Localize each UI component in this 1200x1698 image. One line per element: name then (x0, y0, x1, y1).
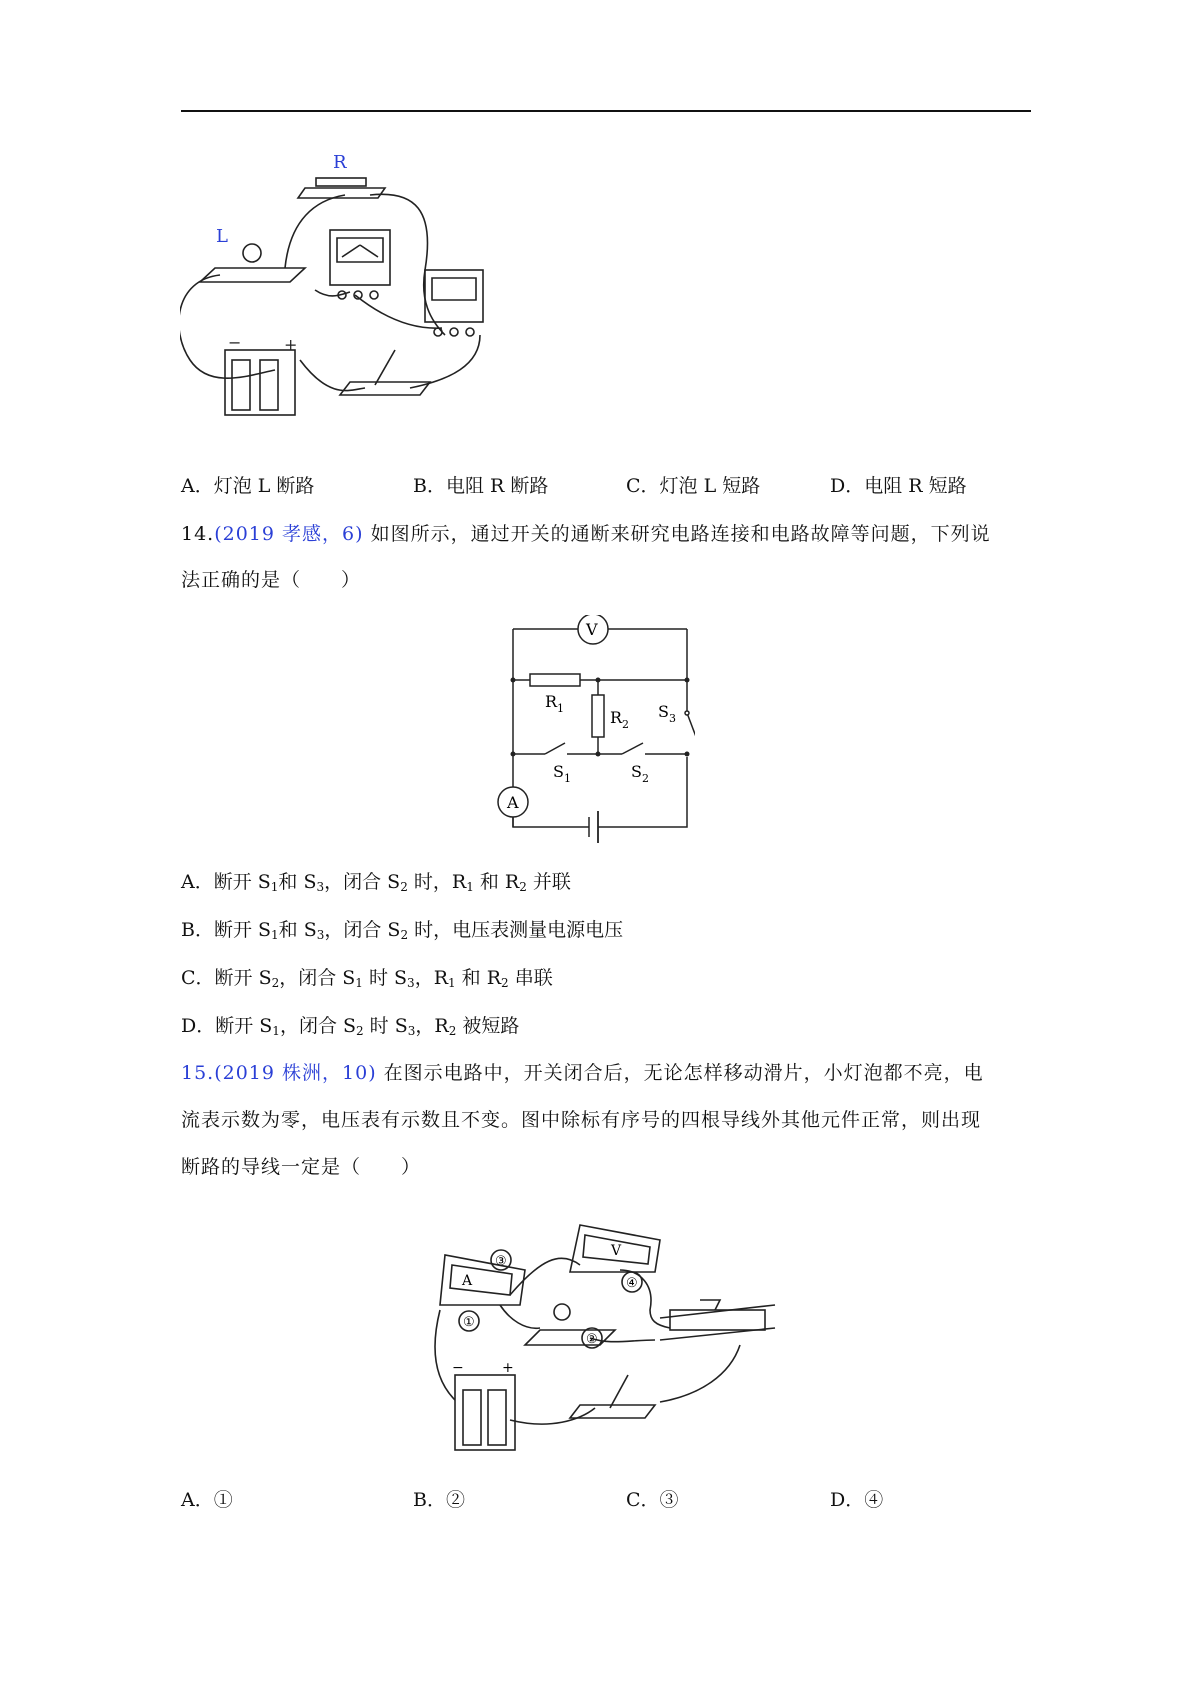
q14-label-s1: $S_1$ (553, 762, 571, 785)
q14-resistor-r2 (592, 695, 604, 737)
q14-option-c: C．断开 $S_2$，闭合 $S_1$ 时 $S_3$，$R_1$ 和 $R_2$ 串联 (181, 967, 553, 990)
q14-resistor-r1 (530, 674, 580, 686)
q13-label-minus: − (228, 333, 242, 352)
q15-label-plus: + (502, 1360, 514, 1376)
q13-circuit-figure (180, 150, 550, 450)
q14-stem-line2: 法正确的是（ ） (181, 569, 362, 591)
q15-label-minus: − (452, 1360, 464, 1376)
q14-label-v: V (586, 620, 598, 639)
q14-label-a: A (507, 793, 519, 812)
q15-stem-line1 (181, 1059, 984, 1087)
q13-label-r: R (333, 152, 347, 173)
q15-option-b: B．② (413, 1489, 465, 1511)
q14-label-s3: $S_3$ (658, 702, 676, 725)
q14-circuit-diagram (495, 615, 695, 847)
q14-label-s2: $S_2$ (631, 762, 649, 785)
header-rule (181, 110, 1031, 112)
q14-label-r1: $R_1$ (545, 692, 565, 715)
q15-label-w2: ② (586, 1332, 598, 1347)
q14-label-r2: $R_2$ (610, 708, 630, 731)
q13-label-plus: + (284, 335, 298, 354)
q15-label-v: V (611, 1243, 622, 1259)
q13-option-b: B．电阻 R 断路 (413, 475, 549, 497)
q15-circuit-figure (430, 1200, 820, 1470)
q15-label-w1: ① (463, 1315, 475, 1330)
q15-option-c: C．③ (626, 1489, 679, 1511)
q15-option-d: D．④ (830, 1489, 884, 1511)
q14-source: (2019 孝感，6) (214, 523, 364, 545)
q15-label-a: A (462, 1273, 473, 1289)
q15-label-w3: ③ (495, 1254, 507, 1269)
q15-number: 15. (181, 1062, 215, 1084)
q14-stem-text1: 如图所示，通过开关的通断来研究电路连接和电路故障等问题，下列说 (363, 523, 991, 545)
q13-option-a: A．灯泡 L 断路 (181, 475, 315, 497)
q13-label-l: L (216, 226, 228, 247)
q14-stem-line1 (181, 520, 991, 548)
q14-option-b: B．断开 $S_1$和 $S_3$，闭合 $S_2$ 时，电压表测量电源电压 (181, 919, 624, 942)
q13-option-c: C．灯泡 L 短路 (626, 475, 761, 497)
q15-option-a: A．① (181, 1489, 233, 1511)
q14-number: 14. (181, 523, 215, 545)
q15-stem-line3: 断路的导线一定是（ ） (181, 1156, 422, 1178)
q15-label-w4: ④ (626, 1276, 638, 1291)
q15-stem-line2: 流表示数为零，电压表有示数且不变。图中除标有序号的四根导线外其他元件正常，则出现 (181, 1109, 982, 1131)
q14-option-a: A．断开 $S_1$和 $S_3$，闭合 $S_2$ 时，$R_1$ 和 $R_2$ 并联 (181, 871, 571, 894)
q15-source: (2019 株洲，10) (214, 1062, 377, 1084)
q14-option-d: D．断开 $S_1$，闭合 $S_2$ 时 $S_3$，$R_2$ 被短路 (181, 1015, 520, 1038)
q13-option-d: D．电阻 R 短路 (830, 475, 967, 497)
q15-stem-text1: 在图示电路中，开关闭合后，无论怎样移动滑片，小灯泡都不亮，电 (376, 1062, 984, 1084)
